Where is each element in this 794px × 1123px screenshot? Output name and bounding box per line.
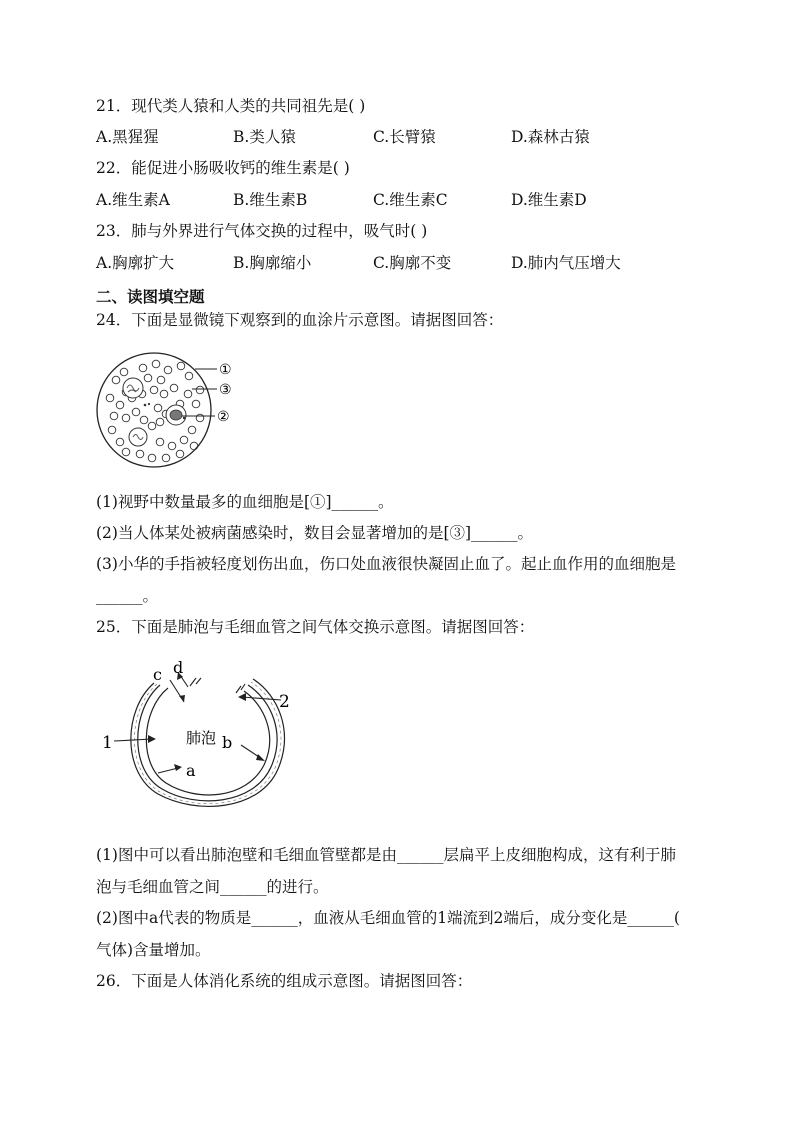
- q23-stem: 23．肺与外界进行气体交换的过程中，吸气时( ): [96, 222, 428, 240]
- q25-sub1: (1)图中可以看出肺泡壁和毛细血管壁都是由______层扁平上皮细胞构成，这有利于肺: [96, 846, 676, 864]
- q23-option-a: A.胸廓扩大: [96, 254, 175, 272]
- alveolus-figure: [96, 655, 306, 815]
- red-blood-cell: [152, 360, 160, 368]
- label-1: 1: [102, 733, 113, 753]
- q24-sub3-cont: ______。: [96, 587, 159, 605]
- q25-sub2-cont: 气体)含量增加。: [96, 941, 211, 959]
- red-blood-cell: [196, 386, 204, 394]
- label-1: ①: [219, 362, 232, 378]
- label-b: b: [222, 733, 233, 752]
- q23-option-b: B.胸廓缩小: [233, 254, 312, 272]
- red-blood-cell: [144, 374, 152, 382]
- q25-sub1-cont: 泡与毛细血管之间______的进行。: [96, 878, 329, 896]
- red-blood-cell: [196, 414, 204, 422]
- red-blood-cell: [120, 368, 128, 376]
- red-blood-cell: [112, 376, 120, 384]
- red-blood-cells: [106, 360, 204, 462]
- q21-stem: 21．现代类人猿和人类的共同祖先是( ): [96, 97, 366, 115]
- section-title: 二、读图填空题: [96, 287, 205, 306]
- platelet: [183, 417, 185, 419]
- red-blood-cell: [157, 376, 165, 384]
- red-blood-cell: [122, 448, 130, 456]
- red-blood-cell: [116, 438, 124, 446]
- q21-option-a: A.黑猩猩: [96, 128, 159, 146]
- q24-sub2: (2)当人体某处被病菌感染时，数目会显著增加的是[③]______。: [96, 524, 534, 542]
- red-blood-cell: [156, 418, 164, 426]
- red-blood-cell: [160, 390, 168, 398]
- red-blood-cell: [108, 426, 116, 434]
- red-blood-cell: [192, 400, 200, 408]
- blood-smear-svg: [96, 350, 256, 472]
- q22-option-d: D.维生素D: [511, 191, 587, 209]
- label-3: ③: [219, 382, 232, 398]
- blood-smear-figure: [96, 350, 256, 472]
- red-blood-cell: [180, 436, 188, 444]
- q21-option-c: C.长臂猿: [373, 128, 436, 146]
- red-blood-cell: [162, 454, 170, 462]
- red-blood-cell: [132, 408, 140, 416]
- label-2: 2: [279, 692, 290, 712]
- q23-option-d: D.肺内气压增大: [511, 254, 621, 272]
- q22-option-b: B.维生素B: [233, 191, 308, 209]
- q21-option-b: B.类人猿: [233, 128, 296, 146]
- label-alveolus: 肺泡: [186, 729, 217, 747]
- q22-option-a: A.维生素A: [96, 191, 170, 209]
- red-blood-cell: [136, 450, 144, 458]
- red-blood-cell: [190, 442, 198, 450]
- platelet: [144, 404, 147, 407]
- wbc-nucleus-3: [170, 410, 182, 420]
- red-blood-cell: [140, 416, 148, 424]
- q26-stem: 26．下面是人体消化系统的组成示意图。请据图回答：: [96, 972, 473, 990]
- red-blood-cell: [156, 438, 164, 446]
- red-blood-cell: [168, 442, 176, 450]
- red-blood-cell: [176, 450, 184, 458]
- red-blood-cell: [139, 364, 147, 372]
- q23-option-c: C.胸廓不变: [373, 254, 452, 272]
- platelet: [148, 403, 150, 405]
- label-c: c: [153, 665, 162, 684]
- red-blood-cell: [106, 394, 114, 402]
- label-a: a: [186, 761, 196, 780]
- red-blood-cell: [148, 454, 156, 462]
- red-blood-cell: [188, 426, 196, 434]
- red-blood-cell: [116, 401, 124, 409]
- q24-sub1: (1)视野中数量最多的血细胞是[①]______。: [96, 493, 394, 511]
- q24-stem: 24．下面是显微镜下观察到的血涂片示意图。请据图回答：: [96, 311, 504, 329]
- red-blood-cell: [110, 412, 118, 420]
- red-blood-cell: [185, 372, 193, 380]
- alveolus-svg: [96, 655, 306, 815]
- red-blood-cell: [177, 362, 185, 370]
- red-blood-cell: [148, 422, 156, 430]
- red-blood-cell: [122, 414, 130, 422]
- q24-sub3: (3)小华的手指被轻度划伤出血，伤口处血液很快凝固止血了。起止血作用的血细胞是: [96, 555, 676, 573]
- red-blood-cell: [164, 366, 172, 374]
- red-blood-cell: [170, 384, 178, 392]
- q21-option-d: D.森林古猿: [511, 128, 590, 146]
- red-blood-cell: [154, 404, 162, 412]
- q25-sub2: (2)图中a代表的物质是______，血液从毛细血管的1端流到2端后，成分变化是______(: [96, 909, 680, 927]
- red-blood-cell: [150, 386, 158, 394]
- red-blood-cell: [184, 390, 192, 398]
- label-d: d: [173, 658, 184, 677]
- q22-stem: 22．能促进小肠吸收钙的维生素是( ): [96, 159, 350, 177]
- q25-stem: 25．下面是肺泡与毛细血管之间气体交换示意图。请据图回答：: [96, 618, 535, 636]
- label-2: ②: [217, 409, 230, 425]
- q22-option-c: C.维生素C: [373, 191, 448, 209]
